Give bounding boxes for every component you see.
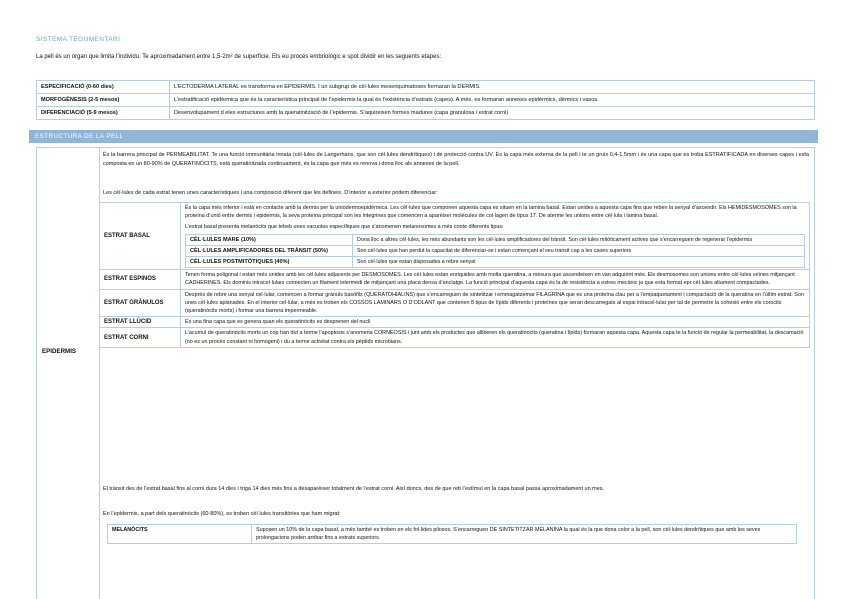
table-row xyxy=(108,525,797,544)
cell-type-text: Son cèl·lules que han perdut la capacitat de diferenciar-se i estan començant el seu transit cap a les caoes superiors xyxy=(353,245,805,256)
epidermis-label-cell xyxy=(37,148,100,599)
cell-type-text: Son cèl·lules que estan disposades a rebre senyal xyxy=(353,257,805,268)
phase-text: L’ECTODERMA LATERAL es transforma en EPIDERMIS. I un subgrup de cèl·lules mesenquimatoses formaran la DERMIS. xyxy=(170,81,815,94)
table-row xyxy=(100,270,810,289)
table-row xyxy=(100,328,810,347)
stratum-text: És una fina capa que es genera quan els queratinòcits es desprenen del nucli xyxy=(181,317,810,328)
stratum-text: Després de rebre una senyal cel·lular, comencen a formar grànuls basòfils (QUERATOHIALINS) que s’encarreguen de sintetitzar i emmagatzemar FILAGRINA que es una proteïna clau per a l’empaquetament i compactació de la queratina en l’últim estrat. Son unes cèl·lules aplanades. En el interior cel·lular, a més es troben els COSSOS LAMINARS O D’ODLANT que contenen 8 tipus de lípids diferents i proteïnes que seran descarregats al espai intracel·lular per tal de permetre la cohesió entre els corocits (queratinòcits morts) i formar una barrera impermeable. xyxy=(181,289,810,317)
stratum-label: ESTRAT GRÀNULOS xyxy=(100,289,181,317)
table-row xyxy=(186,234,805,245)
phase-label: ESPECIFICACIÓ (0-60 dies) xyxy=(37,81,170,94)
stratum-label: ESTRAT BASAL xyxy=(100,203,181,270)
melanocits-label: MELANÒCITS xyxy=(108,525,252,544)
section-band: ESTRUCTURA DE LA PELL xyxy=(29,130,818,143)
cell-type-label: CÈL·LULES AMPLIFICADORES DEL TRÀNSIT (50%) xyxy=(186,245,353,256)
stratum-label: ESTRAT CORNI xyxy=(100,328,181,347)
cell-type-text: Dona lloc a altres cèl·lules, les més abundants son les cèl·lules amplificadores del trànsit. Son cèl·lules mitòticament actives que s’encarreguen de regenerar l’epidermis xyxy=(353,234,805,245)
section-title: SISTEMA TEGUMENTARI xyxy=(36,36,121,43)
phases-table xyxy=(36,80,815,120)
stratum-text: L’acumul de queratinòcits morts un cop han dut a terme l’apoptosis s’anomena CORNEOSIS i junt amb els productes que alliberen els queratinocits (queratina i lípids) formaran aquesta capa. Aquesta capa te la funció de regular la permeabilitat, la descamació (no es un procés constant ni homogeni) i du a terme activitat contra els pèptids microbians. xyxy=(181,328,810,347)
strata-table xyxy=(99,202,810,348)
melanocits-table xyxy=(107,524,797,544)
table-row xyxy=(100,289,810,317)
epidermis-body xyxy=(99,148,814,599)
intro-text: La pell és un òrgan que limita l’individu. Te aproximadament entre 1,5-2m² de superfície. Els eu procés embriològic e spot dividir en les seguents etapes: xyxy=(36,54,442,60)
phase-text: Desenvolupament d eles estructures amb la queratinització de l’epidermis. S’aquireixen formes madures (capa granulosa i estrat corni) xyxy=(170,107,815,120)
table-row xyxy=(186,245,805,256)
epidermis-paragraph-4: En l’epidermis, a part dels queratinòcits (60-80%), es troben cèl·lules transitòries que ham migrat: xyxy=(103,511,341,517)
epidermis-paragraph-1: És la barrera principal de PERMEABILITAT. Te una funció immunitària innata (cèl·lules de Langerhans, que son cèl·lules dendrítiques) i de protecció contra UV. És la capa més externa de la pell i te un gruix 0,4-1,5mm i és una capa que es troba ESTRATIFICADA en diverses capes i esta composta en un 80-90% de QUERATINÒCITS, està queratinitzada continuament, és la capa que més es renova i dona lloc als annexes de la pell. xyxy=(103,152,809,167)
table-row xyxy=(100,203,810,270)
epidermis-label: EPIDERMIS xyxy=(42,348,77,355)
table-row xyxy=(37,81,815,94)
table-row xyxy=(100,317,810,328)
basal-text-2: L’estrat basal presenta melanòcits que tebeb unes vacuoles específiques que s’anomenen melanosomes a més conte diferents tipus: xyxy=(185,224,504,231)
epidermis-paragraph-2: Les cèl·lules de cada estrat tenen unes característiques i una composició diferent que les defineix. D’interior a exterior podem diferenciar: xyxy=(103,190,438,196)
table-row xyxy=(37,107,815,120)
phase-text: L’estratificació epidèrmica que és la característica principal de l’epidermis la qual és l’existència d’estrats (capes). A més, es formaran annexes epidèrmics, dèrmics i vasos. xyxy=(170,94,815,107)
phase-label: DIFERENCIACIÓ (5-9 mesos) xyxy=(37,107,170,120)
melanocits-text: Suposen un 10% de la capa basal, a més també es troben en els fol·lides pilosos. S’encarreguen DE SINTETITZAR MELANINA la qual és la que dona color a la pell, son cèl·lules dendrítiques que amb les seves prolongacions poden arribar fins a estrats superiors. xyxy=(252,525,797,544)
epidermis-paragraph-3: El trànsit des de l’estrat basal fins al corni dura 14 dies i triga 14 dies més fins a desaparèixer totalment de l’estrat corni. Així doncs, des de que reb l’estímul en la capa basal passa aproximadament un mes. xyxy=(103,486,605,492)
table-row xyxy=(186,257,805,268)
basal-text-1: És la capa més inferior i està en contacte amb la dermis per la uniodermoepidèrmica. Les cèl·lules que componen aquesta capa es situen en la lamina basal. Estan unides a aquesta capa fins que reben la senyal d’ascendir. Els HEMIDESMOSOMES son la proteïna d’unió entre dermis i epidermis, la seva proteïna principal son les integrines que comencen a aparèixer molècules de col·lagen de tipus 17. De aterme les unions entre cèl·lula i lamina basal. xyxy=(185,205,797,220)
stratum-label: ESTRAT ESPINOS xyxy=(100,270,181,289)
cell-types-table xyxy=(185,234,805,269)
cell-type-label: CÈL·LULES POSTMITÒTIQUES (40%) xyxy=(186,257,353,268)
stratum-text: Tenen forma poligonal i estan més unides amb les cèl·lules adjacents per DESMOSOMES. Les cèl·lules estan enriquides amb molta queratina, a mesura que ascendeixen en van adquirint més. Els desmosomes son unions entre cèl·lules veïnes mitjançant CADHERINES. Els dominis intracel·lulars connecten un filament intermedi de mitjançant una placa densa d’anclatge. La funció principal d’aquesta capa és la de resistència a estres mecànic ja que esta format epr cèl·lules altament compactades. xyxy=(181,270,810,289)
table-row xyxy=(37,94,815,107)
cell-type-label: CÈL·LULES MARE (10%) xyxy=(186,234,353,245)
stratum-label: ESTRAT LLÚCID xyxy=(100,317,181,328)
epidermis-block xyxy=(36,147,815,599)
stratum-content xyxy=(181,203,810,270)
phase-label: MORFOGÈNESIS (2-5 mesos) xyxy=(37,94,170,107)
